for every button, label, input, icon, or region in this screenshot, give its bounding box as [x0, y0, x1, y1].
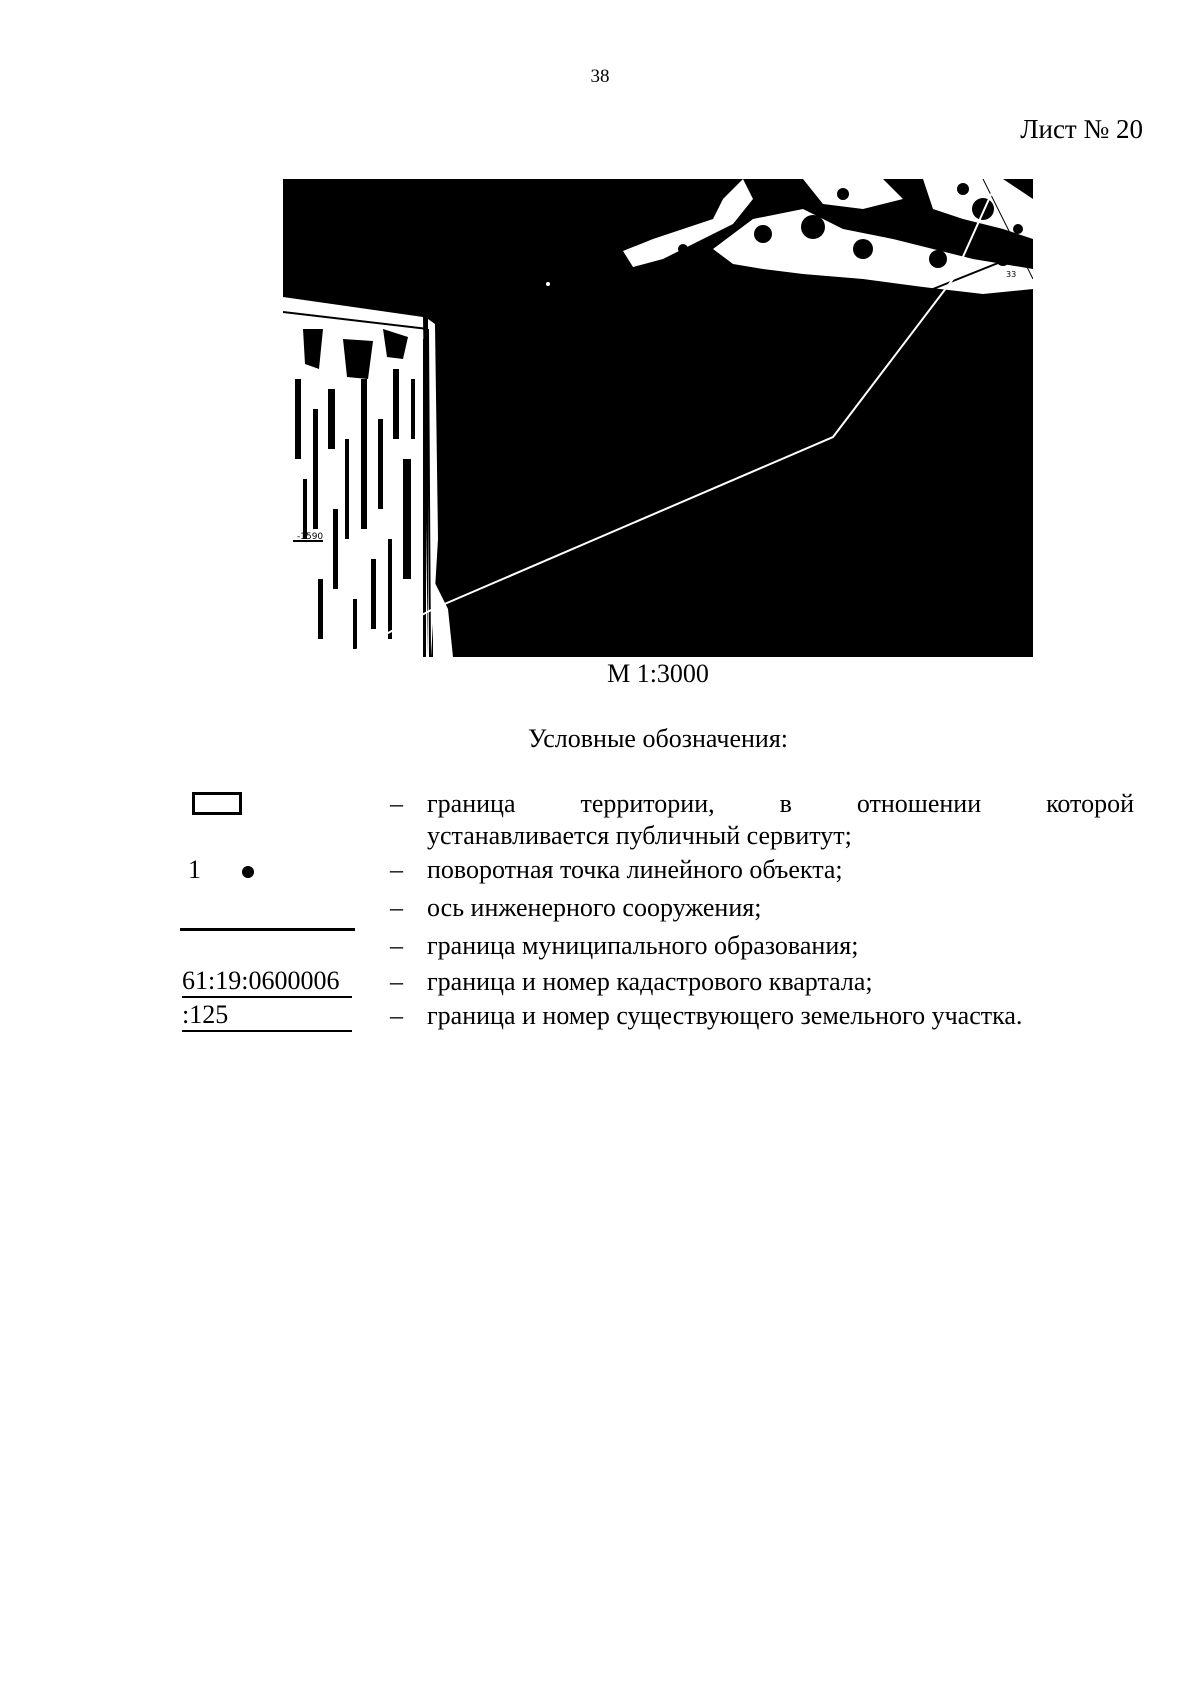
legend-dash: – [390, 967, 403, 996]
legend-symbol-cell [180, 854, 355, 886]
legend-symbol-cell [180, 1000, 355, 1032]
map-label-top-right-1: 80 [946, 218, 957, 227]
sheet-title: Лист № 20 [1020, 114, 1143, 144]
legend-symbol-cell [180, 902, 355, 934]
legend-description: граница и номер существующего земельного участка. [427, 1001, 1023, 1030]
map-label-left: -1590 [297, 532, 324, 542]
municipal-boundary-line-icon [180, 928, 355, 931]
map-label-top-right-3: 33 [1006, 270, 1017, 279]
legend-symbol-cell [180, 788, 355, 820]
legend-description: граница муниципального образования; [427, 931, 859, 960]
legend-description: ось инженерного сооружения; [427, 893, 762, 922]
map-scale: М 1:3000 [607, 659, 709, 688]
legend-dash: – [390, 1001, 403, 1030]
legend-description: граница и номер кадастрового квартала; [427, 967, 873, 996]
map-image [283, 179, 1033, 657]
page-number: 38 [590, 66, 610, 87]
legend-description: граница территории, в отношении которой [427, 789, 1134, 818]
legend-title: Условные обозначения: [527, 724, 789, 753]
map-fragment [283, 179, 1033, 657]
legend-description-continued: устанавливается публичный сервитут; [427, 821, 852, 850]
legend-dash: – [390, 931, 403, 960]
map-top-right-textured-area [546, 179, 1033, 294]
cadastral-quarter-number: 61:19:0600006 [182, 966, 352, 998]
legend-symbol-cell [180, 966, 355, 998]
map-left-textured-area [283, 297, 453, 657]
legend-dash: – [390, 893, 403, 922]
legend-dash: – [390, 855, 403, 884]
point-number-label: 1 [188, 855, 201, 884]
legend-dash: – [390, 789, 403, 818]
boundary-rectangle-icon [192, 792, 242, 815]
legend-description: поворотная точка линейного объекта; [427, 855, 843, 884]
land-plot-number: :125 [182, 1000, 352, 1032]
turning-point-dot-icon [242, 866, 254, 878]
map-label-top-right-2: -3760 [988, 242, 1012, 251]
